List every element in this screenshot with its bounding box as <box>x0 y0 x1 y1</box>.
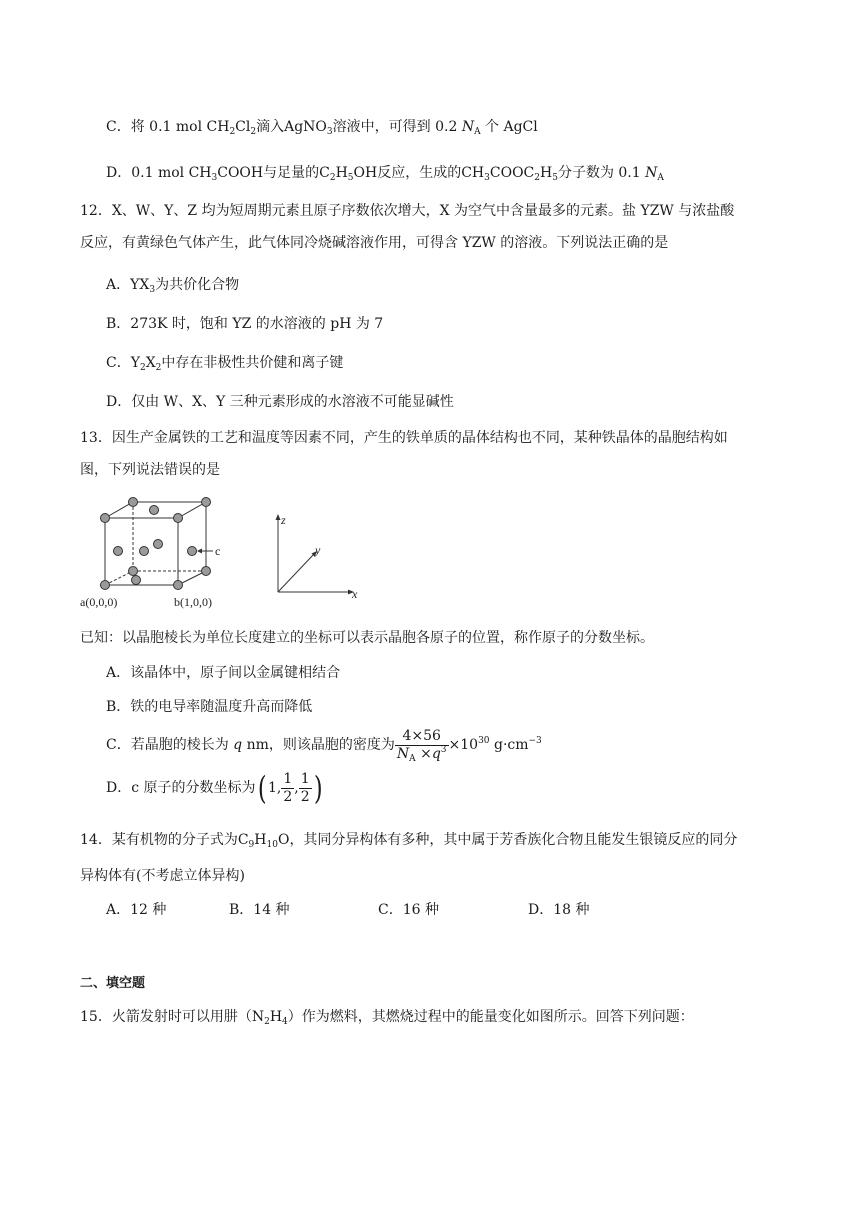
formula: CH <box>461 165 485 181</box>
q14-stem-line1 <box>80 830 737 850</box>
option-text: 与足量的 <box>263 165 320 181</box>
subscript: 2 <box>250 127 257 137</box>
formula: N <box>645 165 658 181</box>
option-text: 为共价化合物 <box>155 277 240 293</box>
q14-option-c: C．16 种 <box>378 902 439 918</box>
fraction-numerator: 4×56 <box>395 728 449 746</box>
subscript: A <box>409 753 416 764</box>
formula: H <box>254 832 267 848</box>
subscript: 4 <box>282 1017 288 1027</box>
option-text: 溶液中，可得到 0.2 <box>332 119 462 135</box>
section-heading: 二、填空题 <box>80 976 146 991</box>
q14-option-d: D．18 种 <box>528 902 590 918</box>
formula: Cl <box>235 119 251 135</box>
axis-y-label: y <box>315 543 321 557</box>
stem-text: ）作为燃料，其燃烧过程中的能量变化如图所示。回答下列问题： <box>287 1009 694 1025</box>
formula: , <box>294 780 299 796</box>
formula: CH <box>188 165 212 181</box>
q13-stem-line1: 13．因生产金属铁的工艺和温度等因素不同，产生的铁单质的晶体结构也不同，某种铁晶体的晶胞结构如 <box>80 430 728 446</box>
option-text: 反应，生成的 <box>377 165 462 181</box>
subscript: 9 <box>248 840 255 850</box>
formula: N <box>461 119 475 135</box>
formula: COOC <box>489 165 535 181</box>
q13-option-c <box>106 725 542 765</box>
subscript: 3 <box>484 173 490 183</box>
stem-text: ，其同分异构体有多种，其中属于芳香族化合物且能发生银镜反应的同分 <box>289 832 738 848</box>
atom <box>150 506 159 515</box>
subscript: 2 <box>329 173 336 183</box>
subscript: 5 <box>552 173 558 183</box>
formula: CH <box>206 119 230 135</box>
fraction-numerator: 1 <box>283 770 293 787</box>
right-paren: ) <box>313 769 323 807</box>
formula: YX <box>130 277 150 293</box>
atom <box>174 514 183 523</box>
atom <box>202 498 211 507</box>
subscript: 3 <box>326 127 333 137</box>
option-text: C．将 0.1 mol <box>106 119 207 135</box>
option-text: A． <box>106 277 131 293</box>
formula: 1, <box>268 780 282 796</box>
atom <box>129 498 138 507</box>
stem-text: 14．某有机物的分子式为 <box>80 832 238 848</box>
formula: O <box>277 832 290 848</box>
formula: H <box>269 1009 283 1025</box>
q12-option-b: B．273K 时，饱和 YZ 的水溶液的 pH 为 7 <box>106 316 384 332</box>
formula: OH <box>353 165 378 181</box>
formula: N <box>251 1009 265 1025</box>
q14-stem-line2: 异构体有(不考虑立体异构) <box>80 868 245 884</box>
formula: Y <box>130 355 140 371</box>
q12-stem-line2: 反应，有黄绿色气体产生，此气体同冷烧碱溶液作用，可得含 YZW 的溶液。下列说法正确的是 <box>80 235 669 251</box>
q11-option-d <box>106 163 664 183</box>
q14-option-b: B．14 种 <box>229 902 290 918</box>
formula: q <box>431 745 441 762</box>
option-text: nm，则该晶胞的密度为 <box>242 737 395 753</box>
option-text: 中存在非极性共价健和离子键 <box>161 355 344 371</box>
q12-option-c <box>106 353 343 373</box>
label-b: b(1,0,0) <box>174 595 212 609</box>
fraction-half <box>299 771 312 806</box>
subscript: 2 <box>155 363 162 373</box>
formula: q <box>233 737 243 753</box>
axis-z-label: z <box>281 513 286 527</box>
formula: H <box>335 165 348 181</box>
label-a: a(0,0,0) <box>80 595 118 609</box>
stem-text: 15．火箭发射时可以用肼（ <box>80 1009 252 1025</box>
atom <box>174 581 183 590</box>
fraction-numerator: 1 <box>300 770 310 787</box>
formula: C <box>319 165 330 181</box>
axis-x-label: x <box>352 587 358 601</box>
q13-option-a: A．该晶体中，原子间以金属键相结合 <box>106 665 341 681</box>
atom <box>114 547 123 556</box>
superscript: 30 <box>478 736 490 746</box>
formula: H <box>540 165 553 181</box>
density-fraction <box>395 728 449 763</box>
atom <box>140 547 149 556</box>
atom <box>101 514 110 523</box>
formula: COOH <box>217 165 264 181</box>
option-text: 分子数为 0.1 <box>557 165 646 181</box>
q15-stem <box>80 1007 694 1027</box>
subscript: 2 <box>139 363 146 373</box>
q13-option-d <box>106 770 324 806</box>
fraction-denominator: 2 <box>300 788 310 805</box>
formula: g·cm <box>489 737 529 753</box>
coordinate-axes-diagram <box>270 512 366 604</box>
atom <box>154 540 163 549</box>
subscript: 3 <box>211 173 218 183</box>
q12-option-a <box>106 275 239 295</box>
atom <box>132 576 141 585</box>
formula: × <box>415 745 432 762</box>
atom <box>129 567 138 576</box>
crystal-cell-diagram <box>78 494 238 612</box>
option-text: C．若晶胞的棱长为 <box>106 737 234 753</box>
q13-known-note: 已知：以晶胞棱长为单位长度建立的坐标可以表示晶胞各原子的位置，称作原子的分数坐标。 <box>80 630 654 646</box>
superscript: −3 <box>528 736 542 746</box>
q13-option-b: B．铁的电导率随温度升高而降低 <box>106 699 313 715</box>
q12-option-d: D．仅由 W、X、Y 三种元素形成的水溶液不可能显碱性 <box>106 394 454 410</box>
formula: N <box>396 745 410 762</box>
fraction-half <box>281 771 294 806</box>
left-paren: ( <box>257 769 267 807</box>
fraction-denominator: 2 <box>283 788 293 805</box>
option-text: 个 AgCl <box>480 119 538 135</box>
q12-stem-line1: 12．X、W、Y、Z 均为短周期元素且原子序数依次增大，X 为空气中含量最多的元素。盐 YZW 与浓盐酸 <box>80 203 735 219</box>
label-c: c <box>215 544 221 558</box>
subscript: A <box>474 127 481 137</box>
superscript: 3 <box>440 744 447 755</box>
option-text: C． <box>106 355 131 371</box>
formula: C <box>237 832 249 848</box>
atom <box>188 547 197 556</box>
subscript: 2 <box>229 127 236 137</box>
fraction-denominator <box>395 746 449 763</box>
q13-stem-line2: 图，下列说法错误的是 <box>80 462 220 478</box>
formula: AgNO <box>284 119 327 135</box>
subscript: 10 <box>266 840 278 850</box>
option-text: 滴入 <box>256 119 285 135</box>
subscript: 5 <box>347 173 354 183</box>
subscript: 2 <box>264 1017 270 1027</box>
subscript: A <box>657 173 664 183</box>
option-text: D．0.1 mol <box>106 165 189 181</box>
option-text: D．c 原子的分数坐标为 <box>106 780 256 796</box>
q14-option-a: A．12 种 <box>106 902 167 918</box>
formula: X <box>145 355 156 371</box>
subscript: 3 <box>149 285 156 295</box>
subscript: 2 <box>534 173 540 183</box>
formula: ×10 <box>448 737 479 753</box>
atom <box>202 567 211 576</box>
atom <box>101 581 110 590</box>
q11-option-c <box>106 117 538 137</box>
